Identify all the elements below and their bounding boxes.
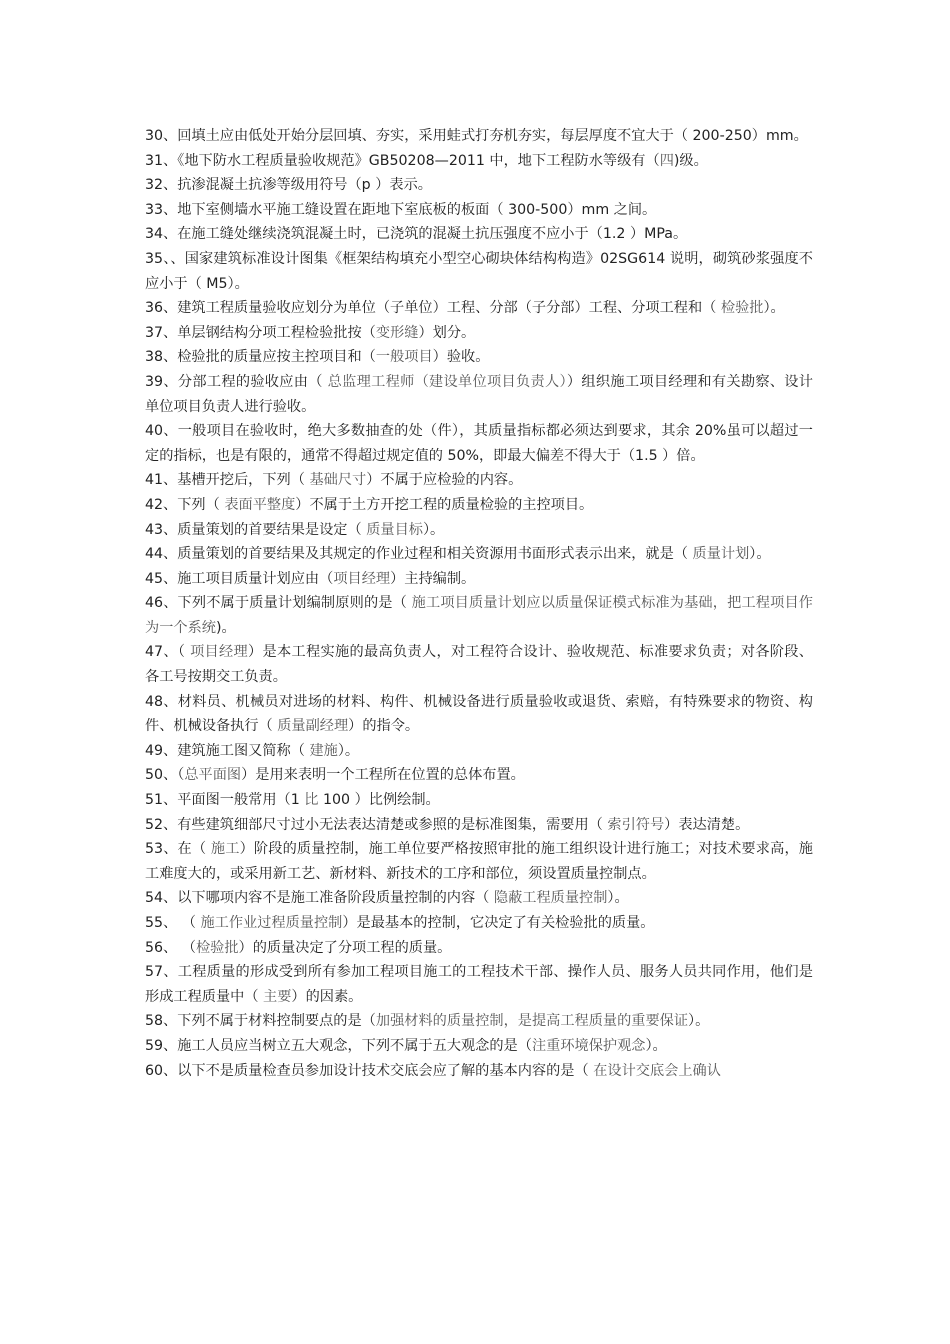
question-text: ）验收。: [432, 349, 490, 366]
question-text: )级。: [673, 152, 708, 169]
question-item: [145, 493, 813, 518]
question-text: ）是本工程实施的最高负责人，对工程符合设计、验收规范、标准要求负责；对各阶段、各工号按期交工负责。: [145, 644, 813, 686]
question-text: 30、回填土应由低处开始分层回填、夯实，采用蛙式打夯机夯实，每层厚度不宜大于（ 200-250）mm。: [145, 128, 808, 144]
question-text: 54、以下哪项内容不是施工准备阶段质量控制的内容（: [145, 890, 494, 907]
answer-text: 施工作业过程质量控制: [200, 915, 343, 931]
question-item: [145, 690, 813, 739]
question-text: ）。: [422, 521, 445, 538]
question-item: [145, 468, 813, 493]
question-item: [145, 247, 813, 296]
question-item: [145, 936, 813, 961]
question-text: 42、下列（: [145, 496, 225, 513]
question-text: ）不属于应检验的内容。: [366, 472, 523, 489]
question-text: ）划分。: [418, 324, 476, 341]
answer-text: 基础尺寸: [309, 472, 367, 489]
question-item: [145, 1059, 813, 1084]
question-item: [145, 222, 813, 247]
question-text: 100 ）比例绘制。: [318, 792, 440, 809]
question-text: 45、施工项目质量计划应由（: [145, 570, 334, 587]
question-text: 57、工程质量的形成受到所有参加工程项目施工的工程技术干部、操作人员、服务人员共同作用，他们是形成工程质量中（: [145, 964, 813, 1005]
question-list: [145, 124, 813, 1083]
question-text: 34、在施工缝处继续浇筑混凝土时，已浇筑的混凝土抗压强度不应小于（1.2 ）MPa。: [145, 226, 688, 243]
question-item: [145, 813, 813, 838]
question-text: ）。: [607, 890, 629, 907]
question-item: [145, 640, 813, 689]
question-text: 37、单层钢结构分项工程检验批按（: [145, 324, 376, 341]
question-text: ）是用来表明一个工程所在位置的总体布置。: [241, 767, 525, 784]
question-item: [145, 542, 813, 567]
question-text: ）表达清楚。: [664, 816, 750, 833]
question-text: ）组织施工项目经理和有关勘察、设计单位项目负责人进行验收。: [145, 373, 813, 415]
question-item: [145, 763, 813, 788]
answer-text: 总平面图: [184, 767, 242, 784]
question-text: 36、建筑工程质量验收应划分为单位（子单位）工程、分部（子分部）工程、分项工程和（: [145, 300, 721, 317]
question-text: ）的质量决定了分项工程的质量。: [238, 939, 452, 956]
answer-text: 施工: [210, 841, 240, 858]
question-text: 58、下列不属于材料控制要点的是（: [145, 1013, 376, 1030]
question-text: 38、检验批的质量应按主控项目和（: [145, 349, 376, 366]
question-item: [145, 837, 813, 886]
answer-text: 比: [304, 792, 319, 809]
answer-text: 项目经理: [333, 570, 391, 587]
answer-text: 一般项目: [375, 349, 433, 366]
answer-text: 质量计划: [692, 546, 750, 563]
answer-text: 四: [659, 152, 674, 169]
question-text: 56、 （: [145, 939, 196, 956]
question-text: ）是最基本的控制，它决定了有关检验批的质量。: [342, 915, 655, 931]
question-text: ）。: [749, 546, 771, 563]
question-text: 41、基槽开挖后，下列（: [145, 472, 310, 489]
question-item: [145, 296, 813, 321]
answer-text: 索引符号: [607, 816, 665, 833]
question-text: 52、有些建筑细部尺寸过小无法表达清楚或参照的是标准图集，需要用（: [145, 816, 608, 833]
question-text: 60、以下不是质量检查员参加设计技术交底会应了解的基本内容的是（: [145, 1062, 594, 1079]
question-item: [145, 911, 813, 936]
answer-text: 表面平整度: [224, 496, 296, 513]
question-text: 43、质量策划的首要结果是设定（: [145, 521, 367, 538]
answer-text: 质量副经理: [277, 718, 349, 735]
question-text: ）阶段的质量控制，施工单位要严格按照审批的施工组织设计进行施工；对技术要求高，施工难度大的，或采用新工艺、新材料、新技术的工序和部位，须设置质量控制点。: [145, 841, 813, 882]
question-item: [145, 149, 813, 174]
answer-text: 主要: [263, 988, 292, 1005]
question-text: )。: [215, 619, 236, 636]
question-text: 55、 （: [145, 915, 201, 931]
question-item: [145, 1009, 813, 1034]
question-text: 49、建筑施工图又简称（: [145, 742, 310, 759]
question-item: [145, 124, 813, 149]
answer-text: 施工项目质量计划应以质量保证模式标准为基础，把工程项目作为一个系统: [145, 595, 813, 636]
question-item: [145, 567, 813, 592]
question-item: [145, 591, 813, 640]
question-text: ）的因素。: [291, 988, 363, 1005]
question-text: 31、《地下防水工程质量验收规范》GB50208—2011 中，地下工程防水等级有（: [145, 152, 660, 169]
question-text: ）。: [688, 1013, 710, 1030]
question-text: 44、质量策划的首要结果及其规定的作业过程和相关资源用书面形式表示出来，就是（: [145, 546, 693, 563]
answer-text: 建施: [309, 742, 338, 759]
answer-text: 总监理工程师（建设单位项目负责人）: [327, 373, 567, 390]
answer-text: 注重环境保护观念: [531, 1037, 646, 1054]
question-text: 48、材料员、机械员对进场的材料、构件、机械设备进行质量验收或退货、索赔，有特殊要求的物资、构件、机械设备执行（: [145, 693, 813, 735]
answer-text: 在设计交底会上确认: [593, 1062, 721, 1079]
question-text: 40、一般项目在验收时，绝大多数抽查的处（件），其质量指标都必须达到要求，其余 20%虽可以超过一定的指标，也是有限的，通常不得超过规定值的 50%，即最大偏差不得大于（1.5 ）倍。: [145, 423, 813, 464]
question-text: 59、施工人员应当树立五大观念，下列不属于五大观念的是（: [145, 1037, 532, 1054]
question-text: 33、地下室侧墙水平施工缝设置在距地下室底板的板面（ 300-500）mm 之间。: [145, 201, 657, 218]
answer-text: 检验批: [720, 300, 764, 317]
question-item: [145, 419, 813, 468]
answer-text: 变形缝: [375, 324, 419, 341]
question-text: ）主持编制。: [390, 570, 476, 587]
question-text: ）。: [763, 300, 785, 317]
question-text: 47、（: [145, 644, 191, 661]
question-text: 51、平面图一般常用（1: [145, 792, 305, 809]
question-item: [145, 1034, 813, 1059]
question-item: [145, 788, 813, 813]
question-text: 32、抗渗混凝土抗渗等级用符号（p ）表示。: [145, 177, 432, 194]
question-text: ）。: [337, 742, 360, 759]
answer-text: 加强材料的质量控制，是提高工程质量的重要保证: [375, 1013, 689, 1030]
question-text: 53、在（: [145, 841, 211, 858]
answer-text: 检验批: [195, 939, 239, 956]
question-text: 50、（: [145, 767, 185, 784]
question-item: [145, 886, 813, 911]
question-item: [145, 370, 813, 419]
question-text: 35、、国家建筑标准设计图集《框架结构填充小型空心砌块体结构构造》02SG614 说明，砌筑砂浆强度不应小于（ M5）。: [145, 250, 813, 292]
question-item: [145, 960, 813, 1009]
question-item: [145, 345, 813, 370]
question-text: ）不属于土方开挖工程的质量检验的主控项目。: [295, 496, 594, 513]
answer-text: 项目经理: [190, 644, 249, 661]
question-item: [145, 173, 813, 198]
question-text: ）。: [645, 1037, 667, 1054]
question-text: 46、下列不属于质量计划编制原则的是（: [145, 595, 412, 612]
question-text: ）的指令。: [348, 718, 420, 735]
answer-text: 质量目标: [366, 521, 423, 538]
answer-text: 隐蔽工程质量控制: [493, 890, 608, 907]
question-text: 39、分部工程的验收应由（: [145, 373, 328, 390]
question-item: [145, 518, 813, 543]
question-item: [145, 739, 813, 764]
question-item: [145, 321, 813, 346]
question-item: [145, 198, 813, 223]
